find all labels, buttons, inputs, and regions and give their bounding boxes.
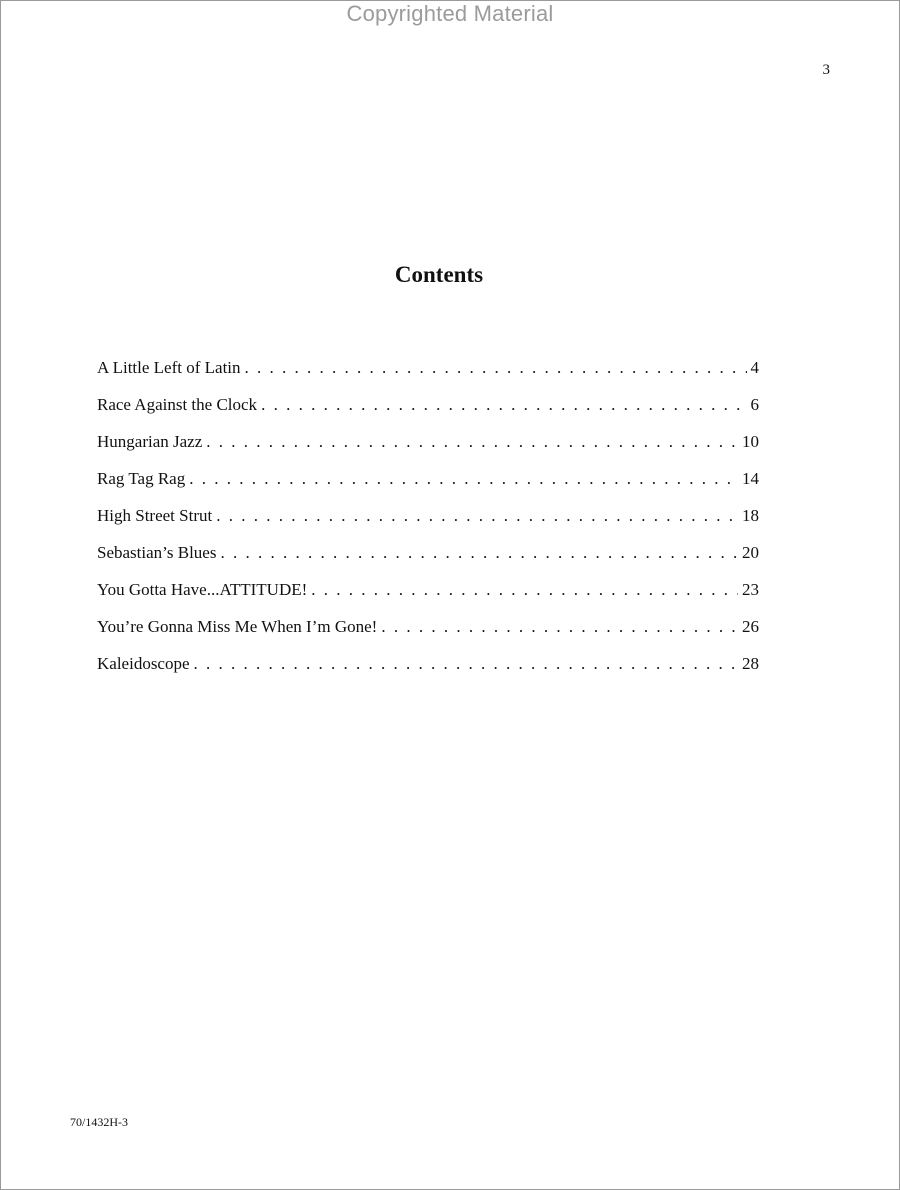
toc-dot-leader — [311, 577, 738, 603]
toc-entry[interactable] — [97, 614, 759, 651]
toc-entry-title: High Street Strut — [97, 506, 213, 525]
toc-entry-page: 20 — [742, 543, 759, 562]
toc-entry-title: A Little Left of Latin — [97, 358, 241, 377]
toc-entry-title: Race Against the Clock — [97, 395, 258, 414]
toc-dot-leader — [206, 429, 738, 455]
toc-entry-page: 6 — [750, 395, 759, 414]
toc-entry-page: 28 — [742, 654, 759, 673]
toc-entry[interactable] — [97, 503, 759, 540]
toc-entry-page: 10 — [742, 432, 759, 451]
toc-dot-leader — [261, 392, 746, 418]
toc-entry-page: 14 — [742, 469, 759, 488]
toc-dot-leader — [220, 540, 738, 566]
table-of-contents — [97, 355, 759, 688]
toc-entry-page: 23 — [742, 580, 759, 599]
toc-entry[interactable] — [97, 429, 759, 466]
toc-entry-title: Rag Tag Rag — [97, 469, 186, 488]
toc-entry-title: Kaleidoscope — [97, 654, 190, 673]
toc-entry-title: You Gotta Have...ATTITUDE! — [97, 580, 308, 599]
toc-entry-title: You’re Gonna Miss Me When I’m Gone! — [97, 617, 378, 636]
toc-entry[interactable] — [97, 466, 759, 503]
toc-entry-title: Sebastian’s Blues — [97, 543, 217, 562]
toc-dot-leader — [245, 355, 747, 381]
page-number: 3 — [822, 62, 830, 78]
toc-dot-leader — [194, 651, 738, 677]
toc-entry[interactable] — [97, 577, 759, 614]
toc-entry-page: 26 — [742, 617, 759, 636]
toc-entry-page: 4 — [750, 358, 759, 377]
contents-heading: Contents — [394, 262, 484, 287]
toc-entry[interactable] — [97, 392, 759, 429]
toc-dot-leader — [216, 503, 738, 529]
copyright-watermark: Copyrighted Material — [346, 1, 554, 26]
toc-entry[interactable] — [97, 540, 759, 577]
toc-entry[interactable] — [97, 355, 759, 392]
toc-dot-leader — [189, 466, 738, 492]
toc-dot-leader — [381, 614, 738, 640]
catalog-number: 70/1432H-3 — [70, 1115, 128, 1129]
toc-entry-title: Hungarian Jazz — [97, 432, 203, 451]
toc-entry-page: 18 — [742, 506, 759, 525]
toc-entry[interactable] — [97, 651, 759, 688]
